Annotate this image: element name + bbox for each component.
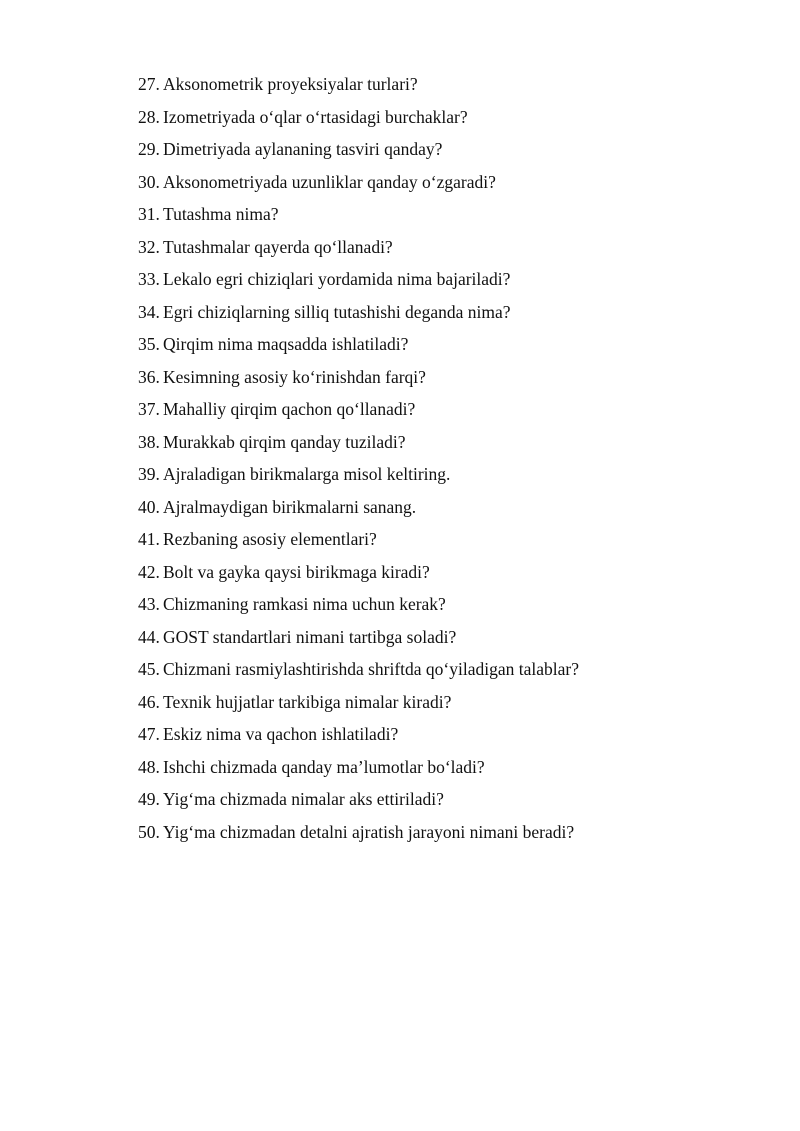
question-item bbox=[138, 139, 579, 172]
question-item bbox=[138, 627, 579, 660]
question-item bbox=[138, 529, 579, 562]
question-text: Rezbaning asosiy elementlari? bbox=[163, 529, 377, 549]
question-number: 27. bbox=[138, 74, 160, 94]
question-item bbox=[138, 367, 579, 400]
question-number: 28. bbox=[138, 106, 160, 127]
question-number: 34. bbox=[138, 301, 160, 322]
question-item bbox=[138, 692, 579, 725]
question-item bbox=[138, 724, 579, 757]
question-text: Egri chiziqlarning silliq tutashishi deganda nima? bbox=[163, 301, 511, 322]
question-item bbox=[138, 107, 579, 140]
question-text: Murakkab qirqim qanday tuziladi? bbox=[163, 431, 406, 452]
question-text: Texnik hujjatlar tarkibiga nimalar kiradi? bbox=[163, 691, 452, 712]
question-item bbox=[138, 237, 579, 270]
question-number: 48. bbox=[138, 756, 160, 777]
question-item bbox=[138, 659, 579, 692]
question-number: 46. bbox=[138, 691, 160, 712]
question-text: Ajralmaydigan birikmalarni sanang. bbox=[163, 496, 417, 517]
question-number: 35. bbox=[138, 334, 160, 354]
question-item bbox=[138, 74, 579, 107]
question-item bbox=[138, 594, 579, 627]
question-text: Ishchi chizmada qanday ma’lumotlar bo‘ladi? bbox=[163, 756, 485, 777]
question-number: 33. bbox=[138, 269, 160, 289]
question-item bbox=[138, 432, 579, 465]
question-text: Chizmani rasmiylashtirishda shriftda qo‘yiladigan talablar? bbox=[163, 659, 579, 679]
question-number: 43. bbox=[138, 594, 160, 614]
question-item bbox=[138, 757, 579, 790]
question-text: Dimetriyada aylananing tasviri qanday? bbox=[163, 139, 443, 159]
question-number: 31. bbox=[138, 204, 160, 224]
question-text: Mahalliy qirqim qachon qo‘llanadi? bbox=[163, 399, 416, 419]
question-text: Chizmaning ramkasi nima uchun kerak? bbox=[163, 594, 446, 614]
question-number: 42. bbox=[138, 561, 160, 582]
question-item bbox=[138, 562, 579, 595]
question-list bbox=[138, 74, 579, 854]
question-text: Kesimning asosiy ko‘rinishdan farqi? bbox=[163, 366, 426, 387]
question-number: 36. bbox=[138, 366, 160, 387]
question-text: Bolt va gayka qaysi birikmaga kiradi? bbox=[163, 561, 430, 582]
question-number: 45. bbox=[138, 659, 160, 679]
question-item bbox=[138, 464, 579, 497]
question-text: Tutashmalar qayerda qo‘llanadi? bbox=[163, 236, 393, 257]
question-number: 37. bbox=[138, 399, 160, 419]
question-text: Lekalo egri chiziqlari yordamida nima bajariladi? bbox=[163, 269, 511, 289]
question-item bbox=[138, 497, 579, 530]
question-number: 41. bbox=[138, 529, 160, 549]
question-number: 29. bbox=[138, 139, 160, 159]
question-number: 49. bbox=[138, 789, 160, 809]
question-number: 38. bbox=[138, 431, 160, 452]
question-item bbox=[138, 269, 579, 302]
question-number: 32. bbox=[138, 236, 160, 257]
question-text: Yig‘ma chizmada nimalar aks ettiriladi? bbox=[163, 789, 444, 809]
question-item bbox=[138, 172, 579, 205]
question-number: 47. bbox=[138, 724, 160, 744]
question-text: Tutashma nima? bbox=[163, 204, 279, 224]
question-number: 30. bbox=[138, 171, 160, 192]
question-text: Aksonometrik proyeksiyalar turlari? bbox=[163, 74, 418, 94]
question-item bbox=[138, 334, 579, 367]
question-item bbox=[138, 789, 579, 822]
question-item bbox=[138, 204, 579, 237]
question-text: Yig‘ma chizmadan detalni ajratish jarayoni nimani beradi? bbox=[163, 821, 575, 842]
question-text: Ajraladigan birikmalarga misol keltiring. bbox=[163, 464, 451, 484]
question-number: 44. bbox=[138, 626, 160, 647]
question-text: Qirqim nima maqsadda ishlatiladi? bbox=[163, 334, 409, 354]
question-text: Aksonometriyada uzunliklar qanday o‘zgaradi? bbox=[163, 171, 496, 192]
question-item bbox=[138, 399, 579, 432]
question-item bbox=[138, 302, 579, 335]
question-text: GOST standartlari nimani tartibga soladi? bbox=[163, 626, 457, 647]
question-text: Eskiz nima va qachon ishlatiladi? bbox=[163, 724, 399, 744]
question-number: 40. bbox=[138, 496, 160, 517]
question-number: 39. bbox=[138, 464, 160, 484]
question-item bbox=[138, 822, 579, 855]
question-text: Izometriyada o‘qlar o‘rtasidagi burchaklar? bbox=[163, 106, 468, 127]
question-number: 50. bbox=[138, 821, 160, 842]
